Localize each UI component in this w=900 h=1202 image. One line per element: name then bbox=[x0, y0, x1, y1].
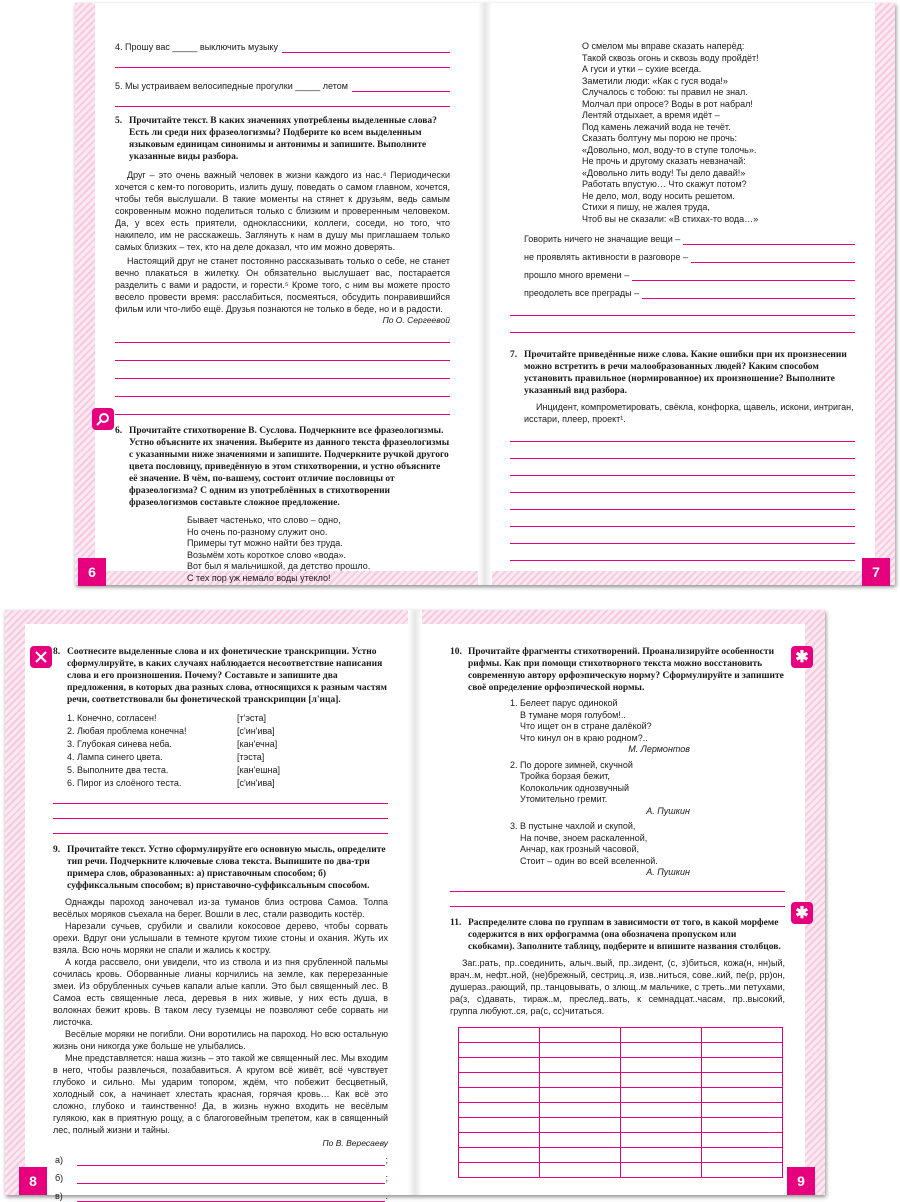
text-paragraph: Друг – это очень важный человек в жизни каждого из нас.⁴ Периодически хочется с кем-то поговорить, излить душу, поведать о самом главном, хочется, чтобы тебя выслушали. В такие моменты на стянет к друзьям, ведь самым сокровенным можно поделиться только с близким и проверенным человеком. Да, у всех есть приятели, одноклассники, коллеги, соседи, но того, что накипело, им не расскажешь. Заглянуть к нам в душу мы приглашаем только самых близких – тех, кто на деле доказал, что им можно доверять. bbox=[115, 170, 450, 252]
page-number: 7 bbox=[862, 558, 890, 586]
answer-lines bbox=[53, 803, 388, 834]
task-8 bbox=[53, 646, 388, 706]
poem-line: О смелом мы вправе сказать наперёд: bbox=[582, 41, 745, 51]
answer-row: б) ; bbox=[55, 1173, 388, 1183]
poem-line: Лентяй отдыхает, а время идёт – bbox=[582, 110, 720, 120]
poem-line: Примеры тут можно найти без труда. bbox=[187, 538, 343, 548]
text-paragraph: Весёлые моряки не погибли. Они воротились на пароход. Но всю остальную жизнь они никогда уже больше не улыбались. bbox=[53, 1029, 388, 1051]
poem-line: Вот был я мальчишкой, да детство прошло. bbox=[187, 561, 371, 571]
poem-fragment: 1. Белеет парус одинокой В тумане моря голубом!.. Что ищет он в стране далёкой? Что кинул он в краю родном?.. М. Лермонтов bbox=[510, 698, 690, 754]
text-paragraph: Мне представляется: наша жизнь – это такой же священный лес. Мы входим в него, чтобы развлечься, позабавиться. А кругом всё живёт, всё чувствует глубоко и сильно. Мы ударим топором, ждём, что побежит бесцветный, холодный сок, а начинает хлестать красная, горячая кровь… Как всё это сложно, глубоко и таинственно! Да, в жизнь нужно входить не весёлым гулякою, как в приятную рощу, а с благоговейным трепетом, как в священный лес, полный жизни и тайны. bbox=[53, 1053, 388, 1135]
page-8 bbox=[53, 646, 388, 1202]
answer-lines bbox=[450, 891, 785, 907]
answer-row: в) . bbox=[55, 1191, 388, 1201]
answer-lines bbox=[510, 315, 855, 333]
answer-table bbox=[458, 1027, 783, 1178]
poem-fragment: 2. По дороге зимней, скучной Тройка борзая бежит, Колокольчик однозвучный Утомительно гремит. А. Пушкин bbox=[510, 759, 690, 816]
task-8-instruction: Соотнесите выделенные слова и их фонетические транскрипции. Устно сформулируйте, в каких случаях наблюдается несоответствие написания слова и его произношения. Почему? Составьте и запишите два предложения, в которых два разных слова, относящихся к разным частям речи, соответствовали бы фонетической транскрипции [л'ица]. bbox=[67, 647, 388, 705]
poem-line: Молчал при опросе? Воды в рот набрал! bbox=[582, 98, 753, 109]
answer-line bbox=[282, 43, 450, 53]
page-6 bbox=[115, 41, 450, 584]
answer-row: а) ; bbox=[55, 1155, 388, 1165]
poem-line: Стихи я пишу, не жалея труда, bbox=[582, 202, 710, 212]
tools-icon bbox=[30, 646, 52, 668]
transcription-pairs bbox=[67, 712, 297, 789]
task-11 bbox=[450, 917, 785, 953]
text-paragraph: Настоящий друг не станет постоянно рассказывать только о себе, не станет вечно плакаться в жилетку. Он обязательно выслушает вас, постарается разделить с вами и радости, и горести.⁵ Кроме того, с ним вы можете просто весело провести время: расслабиться, посмеяться, обсудить понравившийся фильм или что-либо ещё. Друзья познаются не только в беде, но и в радости. bbox=[115, 256, 450, 314]
prompt-row: прошло много времени – bbox=[510, 269, 855, 281]
task-10-instruction: Прочитайте фрагменты стихотворений. Проанализируйте особенности рифмы. Как при помощи стихотворного текста можно восстановить современную автору орфоэпическую норму? Сформулируйте и запишите своё определение орфоэпической нормы. bbox=[468, 647, 784, 693]
page-number: 8 bbox=[19, 1167, 47, 1195]
answer-lines bbox=[115, 342, 450, 415]
prompt-row: преодолеть все преграды – bbox=[510, 287, 855, 299]
text-9 bbox=[53, 896, 388, 1148]
pair-row: 2. Любая проблема конечна! [с'ин'ива] bbox=[67, 726, 275, 736]
text-author: По В. Вересаеву bbox=[322, 1138, 388, 1148]
spread-pages-8-9 bbox=[5, 610, 825, 1201]
poem-continuation bbox=[582, 41, 855, 225]
pair-row: 4. Лампа синего цвета. [тэста] bbox=[67, 752, 265, 762]
poem-line: Случалось с тобою: ты правил не знал. bbox=[582, 87, 748, 97]
poem-line: Сказать болтуну мы порою не прочь: bbox=[582, 133, 738, 143]
poem-line: Под камень лежачий вода не течёт. bbox=[582, 121, 731, 132]
task-6 bbox=[115, 425, 450, 509]
text-author: По О. Сергеевой bbox=[382, 315, 450, 325]
page-number: 9 bbox=[787, 1167, 815, 1195]
pair-row: 5. Выполните два теста. [кан'ешна] bbox=[67, 765, 281, 775]
task-number: 9. bbox=[53, 845, 61, 855]
poem-line: Не дело, мол, воду носить решетом. bbox=[582, 190, 735, 201]
book-gutter bbox=[478, 3, 492, 585]
poem-author: А. Пушкин bbox=[646, 867, 690, 877]
text-paragraph: Однажды пароход заночевал из-за туманов близ острова Самоа. Толпа весёлых моряков съехала на берег. Вошли в лес, стали разводить костёр. bbox=[53, 897, 388, 919]
poem-author: А. Пушкин bbox=[646, 805, 690, 816]
answer-lines bbox=[510, 441, 855, 561]
task-number: 6. bbox=[115, 426, 123, 436]
task-11-instruction: Распределите слова по группам в зависимости от того, в какой морфеме содержится в них орфограмма (она обозначена пропуском или скобками). Заполните таблицу, подберите и впишите названия столбцов. bbox=[468, 917, 781, 952]
asterisk-icon: ✱ bbox=[791, 902, 813, 924]
page-9 bbox=[450, 646, 785, 1178]
exercise-item-4 bbox=[115, 41, 450, 53]
poem-line: Такой сквозь огонь и сквозь воду пройдёт! bbox=[582, 52, 759, 63]
task-5 bbox=[115, 115, 450, 163]
poem-fragment: 3. В пустыне чахлой и скупой, На почве, зноем раскаленной, Анчар, как грозный часовой, Стоит – один во всей вселенной. А. Пушкин bbox=[510, 821, 690, 877]
pair-row: 3. Глубокая синева неба. [кан'ечна] bbox=[67, 739, 278, 749]
answer-rows bbox=[53, 1154, 388, 1202]
poem-fragments bbox=[510, 698, 690, 879]
phraseology-prompts bbox=[510, 233, 855, 299]
page-7 bbox=[510, 41, 855, 561]
poem-line: А гуси и утки – сухие всегда. bbox=[582, 64, 702, 74]
asterisk-icon: ✱ bbox=[791, 646, 813, 668]
task-number: 8. bbox=[53, 647, 61, 657]
book-gutter bbox=[408, 610, 422, 1195]
task-9-instruction: Прочитайте текст. Устно сформулируйте его основную мысль, определите тип речи. Подчеркните ключевые слова текста. Выпишите по два-три примера слов, образованных: а) приставочным способом; б) суффиксальным способом; в) приставочно-суффиксальным способом. bbox=[67, 845, 386, 891]
poem-line: Возьмём хоть короткое слово «вода». bbox=[187, 549, 346, 560]
task-number: 11. bbox=[450, 917, 462, 928]
poem-line: Заметили люди: «Как с гуся вода!» bbox=[582, 75, 728, 86]
text-paragraph: А когда рассвело, они увидели, что из ствола и из пня срубленной пальмы сочилась кровь. Оборванные лианы корчились на земле, как перерезанные змеи. Из обрубленных сучьев капали алые капли. Это был священный лес. В Самоа есть священные леса, деревья в них живые, у них есть душа, в волокнах бежит кровь. В таком лесу туземцы не позволяют себе сорвать ни листочка. bbox=[53, 957, 388, 1027]
answer-line bbox=[352, 82, 450, 92]
poem-line: Чтоб вы не сказали: «В стихах-то вода…» bbox=[582, 213, 759, 224]
poem-line: «Довольно, мол, воду-то в ступе толочь». bbox=[582, 144, 757, 155]
poem-fragment bbox=[187, 515, 450, 584]
task-7-words: Инцидент, компрометировать, свёкла, конфорка, щавель, искони, интриган, исстари, плеер, проект¹. bbox=[524, 402, 854, 424]
page-number: 6 bbox=[78, 558, 106, 586]
task-10 bbox=[450, 646, 785, 694]
exercise-item-5 bbox=[115, 80, 450, 92]
poem-line: «Довольно лить воду! Ты дело давай!» bbox=[582, 167, 746, 178]
task-7 bbox=[510, 349, 855, 397]
answer-line bbox=[115, 67, 450, 68]
pair-row: 1. Конечно, согласен! [т'эста] bbox=[67, 713, 266, 723]
spread-pages-6-7 bbox=[75, 3, 895, 585]
task-number: 5. bbox=[115, 116, 123, 126]
poem-line: С тех пор уж немало воды утекло! bbox=[187, 572, 331, 583]
item-5-text: 5. Мы устраиваем велосипедные прогулки _____ летом bbox=[115, 81, 348, 91]
prompt-row: Говорить ничего не значащие вещи – bbox=[510, 233, 855, 245]
poem-line: Не прочь и другому сказать невзначай: bbox=[582, 156, 746, 166]
task-11-words: Заг..рать, пр..соединить, алыч..вый, пр..зидент, (с, з)биться, кожа(н, нн)ый, врач..м, нефт..ной, (не)брежный, сестриц..я, изв..ниться, сове..кий, пе(р, рр)он, душераз..рающий, пр..танцовывать, о злющ..м мальчике, с треть..ми петухами, ра(з, с)давать, тираж..м, преслед..вать, к семнадцат..часам, пр..высокий, группа любуют..ся, ра(с, сс)читаться. bbox=[450, 957, 785, 1016]
poem-line: Но очень по-разному служит оно. bbox=[187, 526, 328, 537]
poem-author: М. Лермонтов bbox=[628, 744, 690, 754]
task-6-instruction: Прочитайте стихотворение В. Суслова. Подчеркните все фразеологизмы. Устно объясните их значения. Выберите из данного текста фразеологизмы с указанными ниже значениями и запишите. Подчеркните ручкой другого цвета пословицу, приведённую в этом стихотворении, и устно объясните её значение. В чём, по-вашему, состоит отличие пословицы от фразеологизма? С одним из употреблённых в стихотворении фразеологизмов составьте сложное предложение. bbox=[129, 426, 450, 508]
task-number: 10. bbox=[450, 647, 462, 657]
item-4-text: 4. Прошу вас _____ выключить музыку bbox=[115, 42, 278, 52]
prompt-row: не проявлять активности в разговоре – bbox=[510, 251, 855, 263]
poem-line: Бывает частенько, что слово – одно, bbox=[187, 515, 341, 525]
pair-row: 6. Пирог из слоёного теста. [с'ин'ива] bbox=[67, 778, 275, 788]
task-9 bbox=[53, 844, 388, 892]
task-number: 7. bbox=[510, 350, 518, 360]
poem-line: Работать впустую… Что скажут потом? bbox=[582, 179, 747, 189]
magnifier-icon bbox=[92, 408, 114, 430]
text-paragraph: Нарезали сучьев, срубили и свалили кокосовое дерево, чтобы сорвать орехи. Вдруг они услышали в темноте кругом тихие стоны и охания. Жуть их взяла. Всю ночь моряки не спали и жались к костру. bbox=[53, 921, 388, 955]
task-7-instruction: Прочитайте приведённые ниже слова. Какие ошибки при их произнесении можно встретить в речи малообразованных людей? Каким способом установить правильное (нормированное) их произношение? Выполните указанный вид разбора. bbox=[524, 350, 847, 396]
answer-line bbox=[115, 106, 450, 107]
task-5-instruction: Прочитайте текст. В каких значениях употреблены выделенные слова? Есть ли среди них фразеологизмы? Подберите ко всем выделенным языковым единицам синонимы и антонимы и запишите. Выполните указанные виды разбора. bbox=[129, 116, 437, 162]
